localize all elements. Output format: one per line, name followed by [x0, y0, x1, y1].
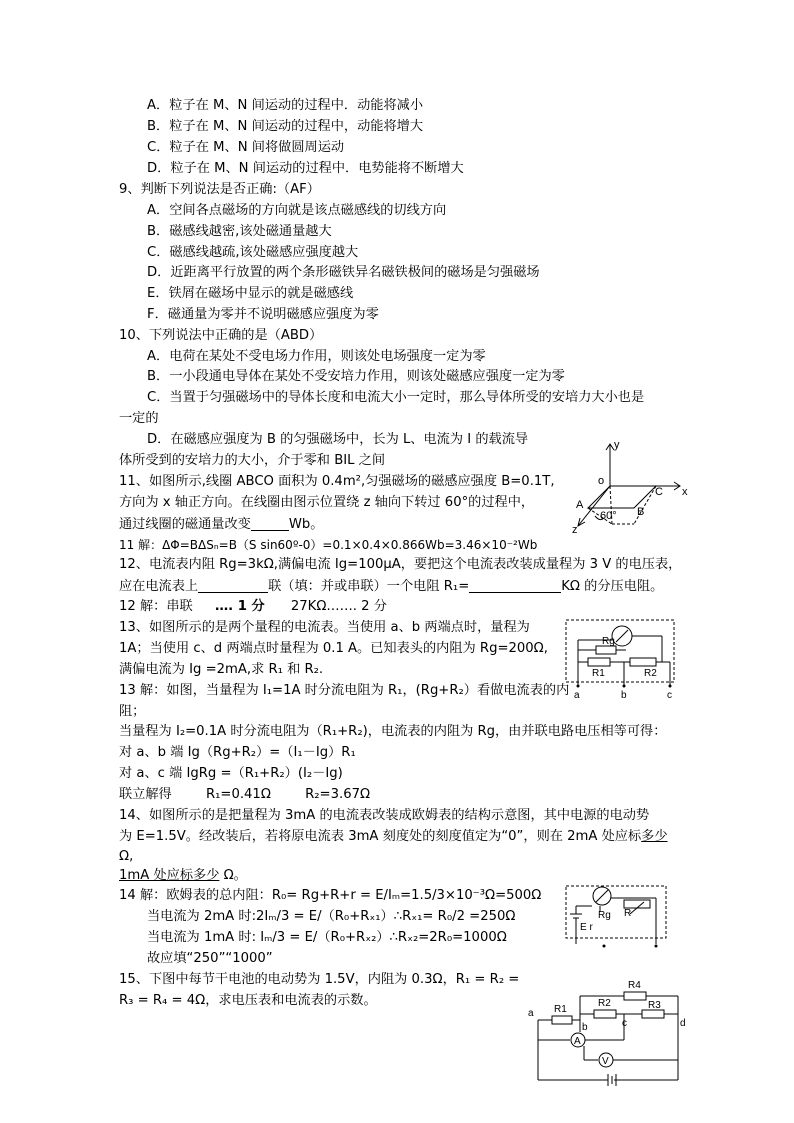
terminal-a: a — [574, 690, 580, 701]
q13-solution-1: 13 解：如图，当量程为 I₁=1A 时分流电阻为 R₁，(Rg+R₂）看做电流表的内 — [119, 683, 570, 698]
terminal-c: c — [667, 690, 672, 701]
q11-line-1: 11、如图所示,线圈 ABCO 面积为 0.4m²,匀强磁场的磁感应强度 B=0.1T, — [119, 474, 555, 489]
q14-line-4-u: 多少 — [193, 868, 220, 883]
angle-label: 60° — [600, 510, 617, 522]
q12-solution-a: 12 解：串联 — [119, 599, 193, 614]
q12-line-2-c: KΩ 的分压电阻。 — [561, 579, 664, 594]
ohmmeter-circuit-figure — [564, 884, 670, 954]
axis-label-z: z — [572, 524, 578, 536]
q12-line-2 — [119, 578, 663, 595]
q13-line-3: 满偏电流为 Ig =2mA,求 R₁ 和 R₂. — [119, 662, 324, 677]
q12-line-2-a: 应在电流表上 — [119, 579, 199, 594]
q11-unit: Wb。 — [288, 517, 324, 532]
axis-label-y: y — [614, 439, 620, 451]
q13-solution-3: 当量程为 I₂=0.1A 时分流电阻为（R₁+R₂)，电流表的内阻为 Rg，由并联电路电压相等可得： — [119, 724, 667, 739]
q10-option-a: A．电荷在某处不受电场力作用，则该处电场强度一定为零 — [147, 349, 486, 364]
q8-option-a: A．粒子在 M、N 间运动的过程中．动能将减小 — [147, 98, 424, 113]
q14-line-3: Ω, — [119, 849, 134, 864]
q12-solution — [119, 599, 387, 615]
q13-final-r1: R₁=0.41Ω — [205, 787, 271, 802]
q14-line-4-a: 1mA 处应标 — [119, 868, 194, 883]
point-label-a: A — [576, 499, 584, 511]
label-r4-q15: R4 — [628, 980, 641, 991]
q13-line-1: 13、如图所示的是两个量程的电流表。当使用 a、b 两端点时，量程为 — [119, 620, 530, 635]
q14-line-2-a: 为 E=1.5V。经改装后，若将原电流表 3mA 刻度处的刻度值定为“0”，则在 2mA 处应标 — [119, 829, 642, 844]
q9-stem: 9、判断下列说法是否正确:（AF） — [119, 182, 320, 197]
q9-option-d: D．近距离平行放置的两个条形磁铁异名磁铁极间的磁场是匀强磁场 — [147, 265, 540, 280]
q14-solution-2: 当电流为 2mA 时:2Iₘ/3 = E/（R₀+Rₓ₁）∴Rₓ₁= R₀/2 =250Ω — [147, 909, 516, 924]
q9-option-f: F．磁通量为零并不说明磁感应强度为零 — [147, 307, 379, 322]
q14-solution-1: 14 解：欧姆表的总内阻：R₀= Rg+R+r = E/Iₘ=1.5/3×10⁻³Ω=500Ω — [119, 888, 542, 903]
q10-option-d-cont: 体所受到的安培力的大小，介于零和 BIL 之间 — [119, 453, 386, 468]
ammeter-circuit-figure — [564, 618, 680, 700]
q9-option-e: E．铁屑在磁场中显示的就是磁感线 — [147, 286, 354, 301]
point-label-b: B — [637, 506, 645, 518]
label-r-ohm: R — [624, 908, 632, 919]
q15-line-2: R₃ = R₄ = 4Ω，求电压表和电流表的示数。 — [119, 993, 377, 1008]
node-c: c — [622, 1018, 627, 1029]
q13-final-r2: R₂=3.67Ω — [305, 787, 371, 802]
q8-option-c: C．粒子在 M、N 间将做圆周运动 — [147, 140, 345, 155]
label-r2-q15: R2 — [598, 998, 611, 1009]
q12-line-2-b: 联（填：并或串联）一个电阻 R₁= — [268, 579, 470, 594]
q13-solution-5: 对 a、c 端 IgRg =（R₁+R₂）(I₂－Ig) — [119, 766, 343, 781]
label-r1: R1 — [592, 668, 605, 679]
q9-option-b: B．磁感线越密,该处磁通量越大 — [147, 224, 332, 239]
label-r3-q15: R3 — [648, 1000, 661, 1011]
voltmeter-v-label: V — [602, 1056, 609, 1067]
q13-solution-4: 对 a、b 端 Ig（Rg+R₂）=（I₁－Ig）R₁ — [119, 745, 356, 760]
axis-label-o: o — [598, 475, 605, 487]
q10-option-b: B．一小段通电导体在某处不受安培力作用，则该处磁感应强度一定为零 — [147, 369, 565, 384]
ammeter-a-label: A — [574, 1036, 581, 1047]
q14-line-2 — [119, 829, 668, 845]
q14-solution-3: 当电流为 1mA 时: Iₘ/3 = E/（R₀+Rₓ₂）∴Rₓ₂=2R₀=1000Ω — [147, 930, 507, 945]
q11-line-2: 方向为 x 轴正方向。在线圈由图示位置绕 z 轴向下转过 60°的过程中， — [119, 495, 535, 510]
q14-line-4 — [119, 868, 247, 884]
terminal-b: b — [621, 690, 627, 701]
q13-solution-2: 阻； — [119, 704, 146, 719]
q12-line-1: 12、电流表内阻 Rg=3kΩ,满偏电流 Ig=100μA，要把这个电流表改装成量程为 3 V 的电压表， — [119, 557, 682, 572]
q10-option-c-cont: 一定的 — [119, 411, 159, 426]
q10-option-d: D．在磁感应强度为 B 的匀强磁场中，长为 L、电流为 I 的载流导 — [147, 432, 529, 447]
q8-option-d: D．粒子在 M、N 间运动的过程中．电势能将不断增大 — [147, 161, 464, 176]
q13-final — [119, 787, 370, 803]
axis-label-x: x — [682, 486, 688, 498]
q14-solution-4: 故应填“250”“1000” — [147, 951, 273, 966]
q12-blank-1[interactable] — [198, 578, 268, 593]
q15-circuit-figure — [524, 976, 694, 1086]
q12-blank-2[interactable] — [469, 578, 561, 593]
q15-line-1: 15、下图中每节干电池的电动势为 1.5V，内阻为 0.3Ω，R₁ = R₂ = — [119, 972, 520, 987]
label-er: E r — [580, 922, 593, 933]
q11-line-3 — [119, 516, 323, 533]
node-b: b — [582, 1022, 588, 1033]
q13-final-a: 联立解得 — [119, 787, 172, 802]
label-rg-ohm: Rg — [598, 910, 611, 921]
q14-line-4-b: Ω。 — [219, 868, 247, 883]
q12-solution-b: …. 1 分 — [214, 599, 265, 614]
q14-line-2-u: 多少 — [641, 829, 668, 844]
node-a: a — [528, 1008, 534, 1019]
point-label-c: C — [655, 486, 663, 498]
label-rg: Rg — [602, 636, 615, 647]
q11-line-3-text: 通过线圈的磁通量改变 — [119, 517, 251, 532]
q9-option-c: C．磁感线越疏,该处磁感应强度越大 — [147, 245, 359, 260]
q8-option-b: B．粒子在 M、N 间运动的过程中，动能将增大 — [147, 119, 424, 134]
q14-line-1: 14、如图所示的是把量程为 3mA 的电流表改装成欧姆表的结构示意图，其中电源的电动势 — [119, 808, 650, 823]
q11-answer-blank[interactable] — [251, 516, 289, 531]
label-r1-q15: R1 — [554, 1004, 567, 1015]
q9-option-a: A．空间各点磁场的方向就是该点磁感线的切线方向 — [147, 203, 447, 218]
q12-solution-c: 27KΩ……. 2 分 — [290, 599, 387, 614]
label-r2: R2 — [644, 668, 657, 679]
node-d: d — [680, 1018, 686, 1029]
q11-solution: 11 解：ΔΦ=BΔSₙ=B（S sin60º-0）=0.1×0.4×0.866Wb=3.46×10⁻²Wb — [119, 538, 538, 552]
coil-axes-figure — [560, 436, 690, 536]
q10-stem: 10、下列说法中正确的是（ABD） — [119, 328, 323, 343]
q10-option-c: C．当置于匀强磁场中的导体长度和电流大小一定时，那么导体所受的安培力大小也是 — [147, 390, 645, 405]
q13-line-2: 1A；当使用 c、d 两端点时量程为 0.1 A。已知表头的内阻为 Rg=200Ω, — [119, 641, 548, 656]
